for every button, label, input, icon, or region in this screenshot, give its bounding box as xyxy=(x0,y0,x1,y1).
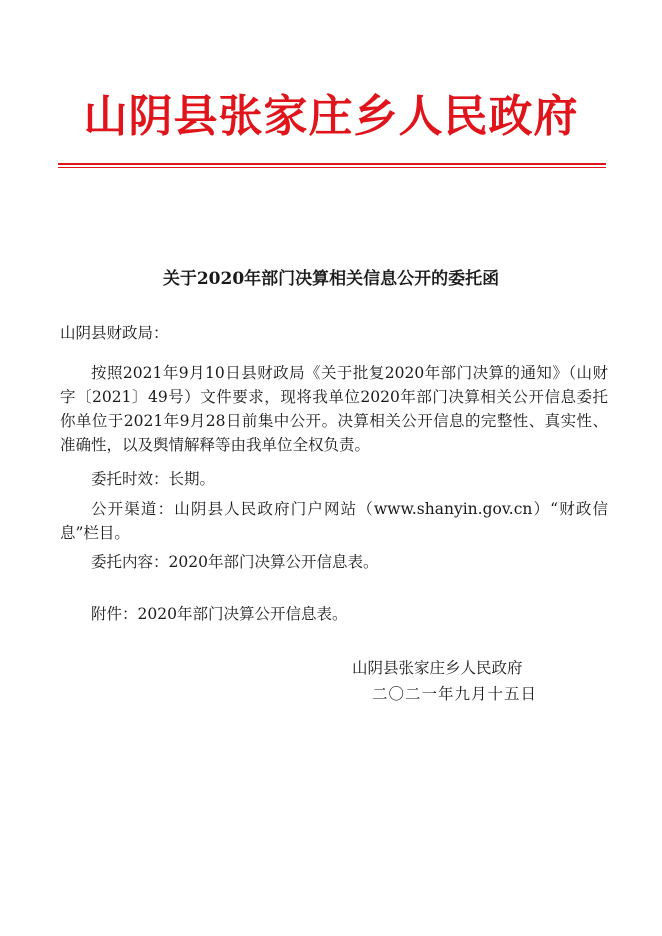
channel-paragraph: 公开渠道：山阴县人民政府门户网站（www.shanyin.gov.cn）“财政信息”栏目。 xyxy=(60,500,608,542)
salutation: 山阴县财政局： xyxy=(60,324,169,342)
body-paragraph: 按照2021年9月10日县财政局《关于批复2020年部门决算的通知》（山财字〔2021〕49号）文件要求，现将我单位2020年部门决算相关公开信息委托你单位于2021年9月28日前集中公开。决算相关公开信息的完整性、真实性、准确性，以及舆情解释等由我单位全权负责。 xyxy=(60,364,608,454)
content-paragraph: 委托内容：2020年部门决算公开信息表。 xyxy=(91,553,379,571)
term-paragraph: 委托时效：长期。 xyxy=(91,470,216,488)
letterhead-rule-thick xyxy=(58,163,606,165)
document-title: 关于2020年部门决算相关信息公开的委托函 xyxy=(162,269,500,289)
letterhead-rule-thin xyxy=(58,167,606,168)
signature-date: 二〇二一年九月十五日 xyxy=(372,685,538,703)
attachment-paragraph: 附件：2020年部门决算公开信息表。 xyxy=(91,605,348,623)
letterhead-title: 山阴县张家庄乡人民政府 xyxy=(83,91,579,142)
signature-organization: 山阴县张家庄乡人民政府 xyxy=(352,659,523,677)
